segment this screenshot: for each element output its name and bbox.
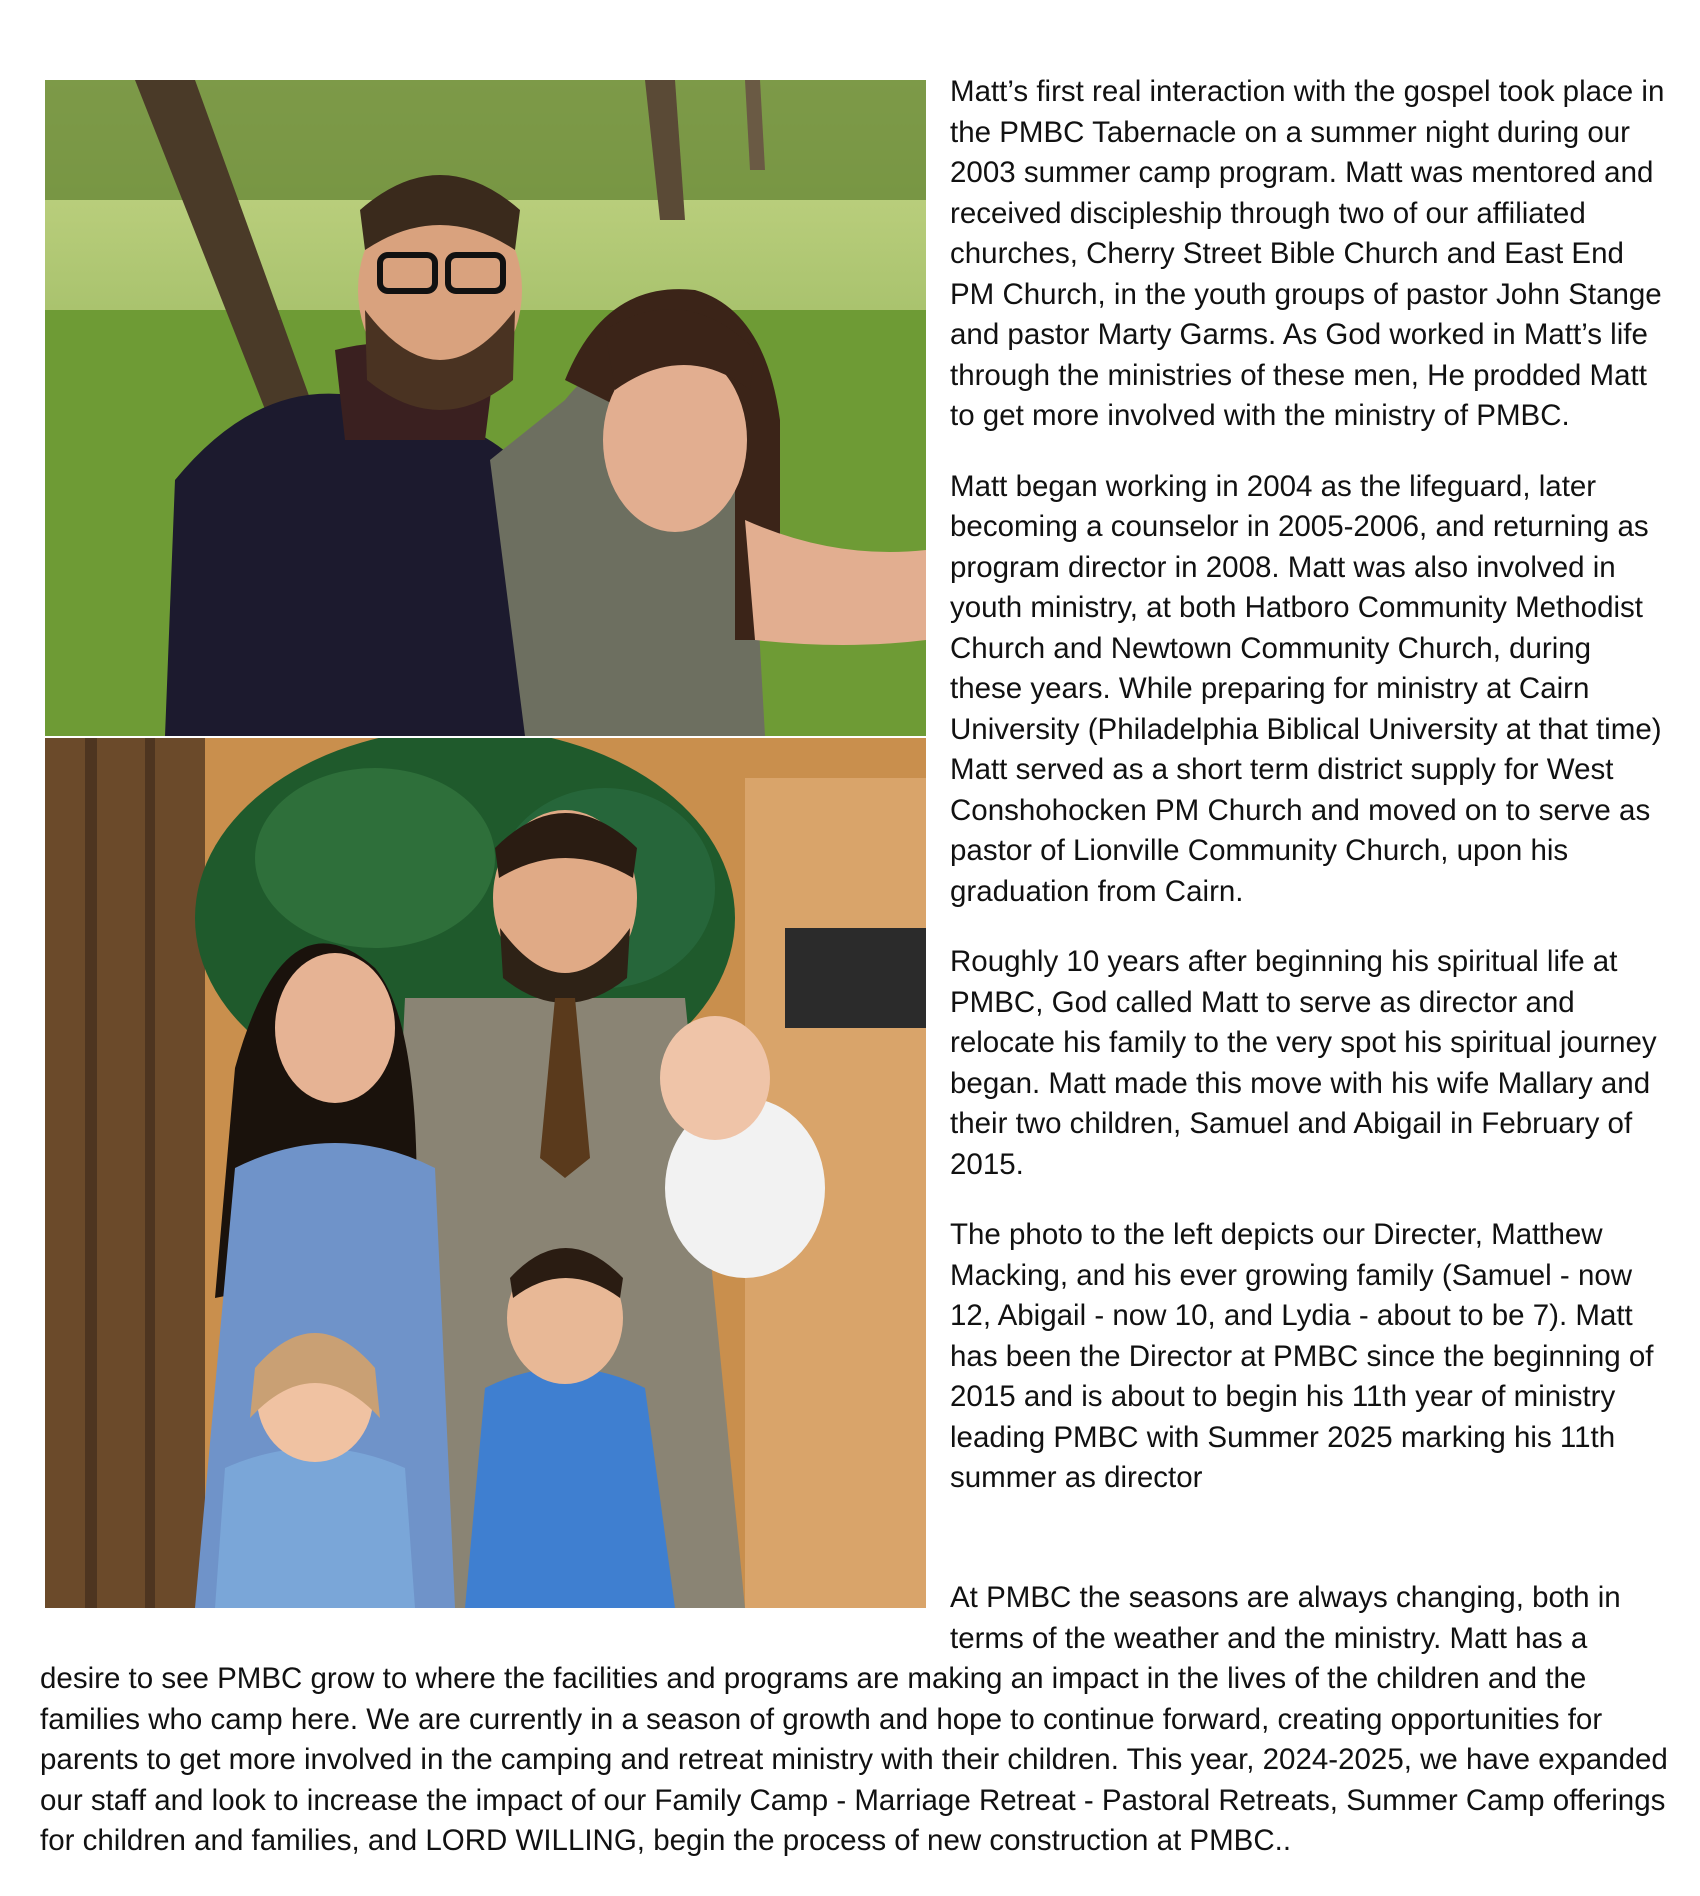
closing-paragraph-start: At PMBC the seasons are always changing, both in terms of the weather and the ministry. Matt has a [950,1581,1621,1655]
couple-photo [45,80,926,736]
photo-column [45,80,926,1608]
family-photo-illustration [45,738,926,1608]
story-text [950,72,1670,1529]
family-photo [45,738,926,1608]
couple-photo-illustration [45,80,926,736]
paragraph-family-photo: The photo to the left depicts our Directer, Matthew Macking, and his ever growing family (Samuel - now 12, Abigail - now 10, and Lydia - about to be 7). Matt has been the Director at PMBC since the beginning of 2015 and is about to begin his 11th year of ministry leading PMBC with Summer 2025 marking his 11th summer as director [950,1218,1654,1494]
closing-paragraph-continued: desire to see PMBC grow to where the facilities and programs are making an impact in the lives of the children and the families who camp here. We are currently in a season of growth and hope to continue forward, creating opportunities for parents to get more involved in the camping and retreat ministry with their children. This year, 2024-2025, we have expanded our staff and look to increase the impact of our Family Camp - Marriage Retreat - Pastoral Retreats, Summer Camp offerings for children and families, and LORD WILLING, begin the process of new construction at PMBC.. [40,1662,1668,1857]
paragraph-work-history: Matt began working in 2004 as the lifeguard, later becoming a counselor in 2005-2006, and returning as program director in 2008. Matt was also involved in youth ministry, at both Hatboro Community Methodist Church and Newtown Community Church, during these years. While preparing for ministry at Cairn University (Philadelphia Biblical University at that time) Matt served as a short term district supply for West Conshohocken PM Church and moved on to serve as pastor of Lionville Community Church, upon his graduation from Cairn. [950,469,1662,908]
paragraph-gospel-interaction: Matt’s first real interaction with the gospel took place in the PMBC Tabernacle on a summer night during our 2003 summer camp program. Matt was mentored and received discipleship through two of our affiliated churches, Cherry Street Bible Church and East End PM Church, in the youth groups of pastor John Stange and pastor Marty Garms. As God worked in Matt’s life through the ministries of these men, He prodded Matt to get more involved with the ministry of PMBC. [950,75,1665,432]
paragraph-called-to-direct: Roughly 10 years after beginning his spiritual life at PMBC, God called Matt to serve as director and relocate his family to the very spot his spiritual journey began. Matt made this move with his wife Mallary and their two children, Samuel and Abigail in February of 2015. [950,945,1657,1181]
